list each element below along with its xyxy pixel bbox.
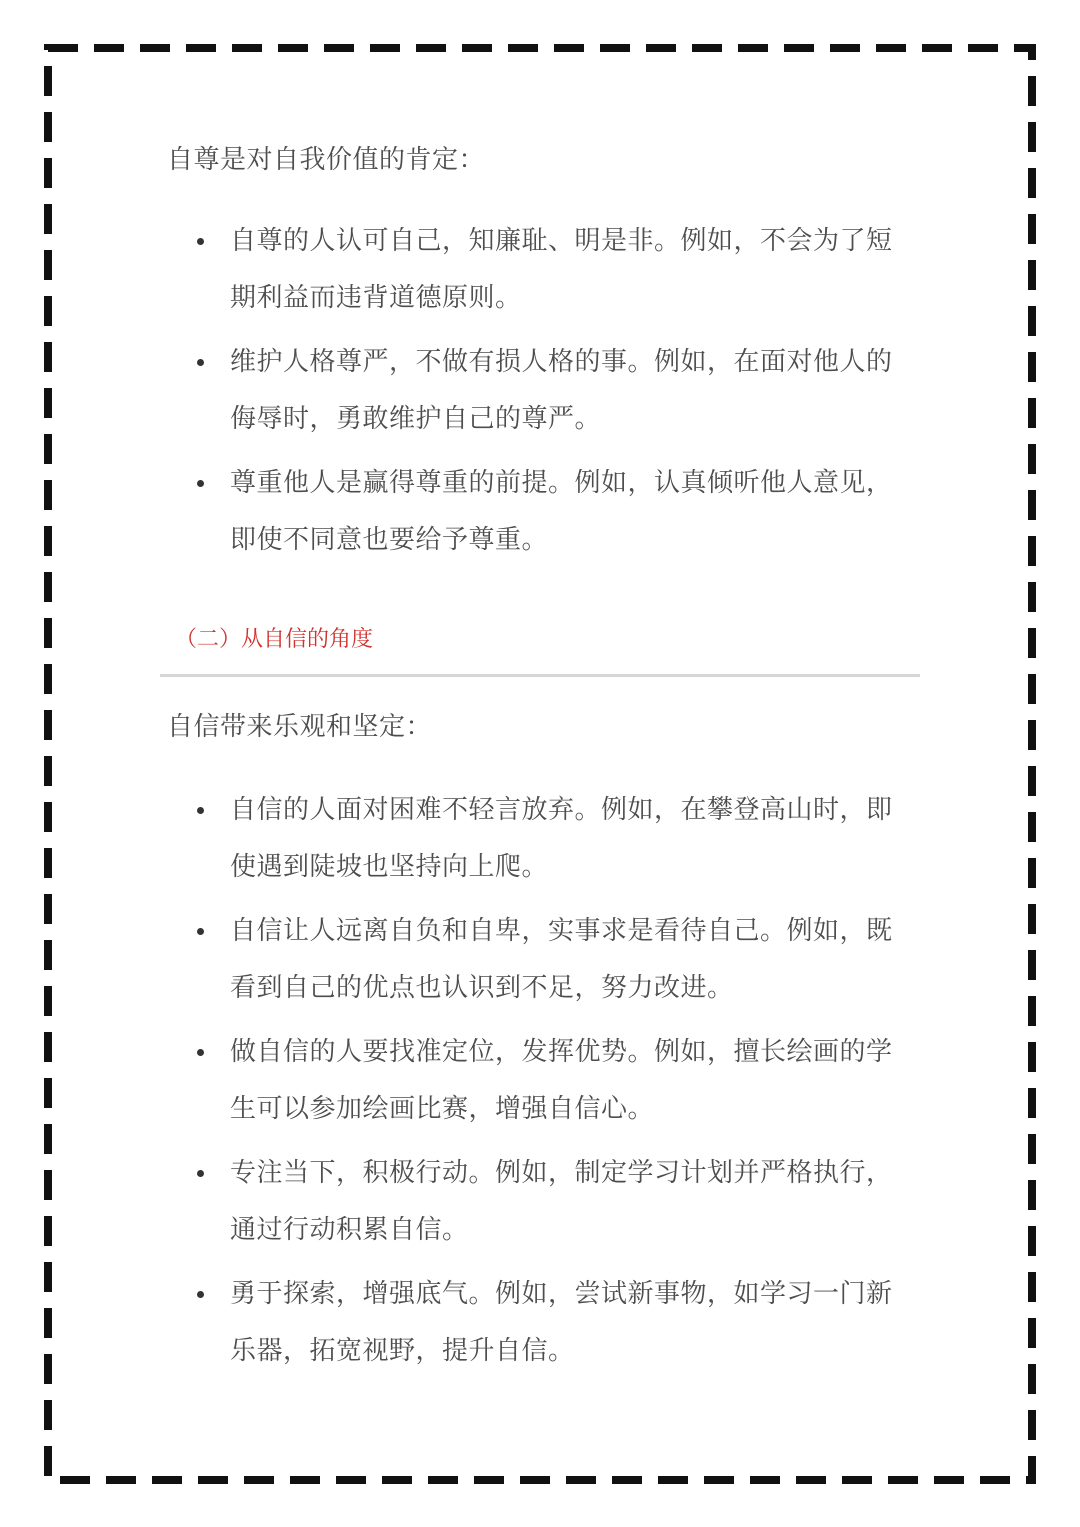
list-item [195,455,915,569]
bullet-icon [197,1049,204,1056]
bullet-icon [197,480,204,487]
section2-intro: 自信带来乐观和坚定： [167,712,433,742]
list-item-text: 自信让人远离自负和自卑，实事求是看待自己。例如，既看到自己的优点也认识到不足，努力改进。 [230,916,893,1003]
bullet-icon [197,928,204,935]
list-item-text: 勇于探索，增强底气。例如，尝试新事物，如学习一门新乐器，拓宽视野，提升自信。 [230,1279,893,1366]
list-item-text: 维护人格尊严，不做有损人格的事。例如，在面对他人的侮辱时，勇敢维护自己的尊严。 [230,347,893,434]
list-item-text: 自信的人面对困难不轻言放弃。例如，在攀登高山时，即使遇到陡坡也坚持向上爬。 [230,795,893,882]
list-item-text: 专注当下，积极行动。例如，制定学习计划并严格执行，通过行动积累自信。 [230,1158,893,1245]
list-item [195,213,915,327]
section1-intro: 自尊是对自我价值的肯定： [167,145,486,175]
bullet-icon [197,1291,204,1298]
section2-heading: （二）从自信的角度 [175,627,374,652]
bullet-icon [197,807,204,814]
list-item [195,782,915,896]
list-item [195,1266,915,1380]
list-item [195,1024,915,1138]
bullet-icon [197,1170,204,1177]
section-divider [160,674,920,677]
list-item-text: 自尊的人认可自己，知廉耻、明是非。例如，不会为了短期利益而违背道德原则。 [230,226,893,313]
list-item-text: 做自信的人要找准定位，发挥优势。例如，擅长绘画的学生可以参加绘画比赛，增强自信心。 [230,1037,893,1124]
list-item [195,1145,915,1259]
bullet-icon [197,238,204,245]
bullet-icon [197,359,204,366]
list-item [195,334,915,448]
list-item [195,903,915,1017]
section2-bullet-list [195,782,915,1387]
list-item-text: 尊重他人是赢得尊重的前提。例如，认真倾听他人意见，即使不同意也要给予尊重。 [230,468,893,555]
section1-bullet-list [195,213,915,576]
